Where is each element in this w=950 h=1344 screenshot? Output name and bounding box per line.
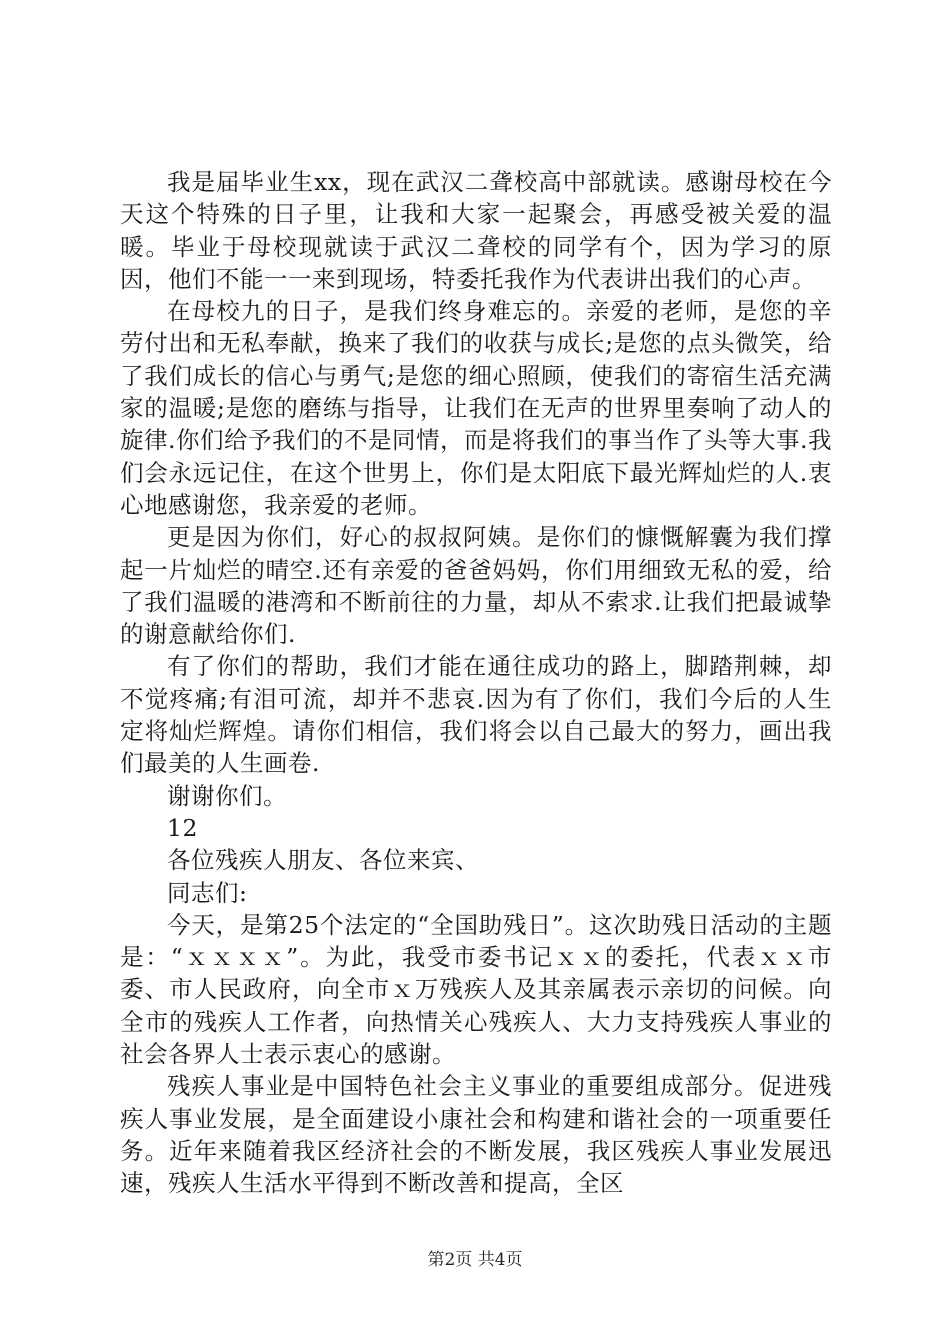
document-body bbox=[120, 166, 832, 1200]
paragraph: 更是因为你们，好心的叔叔阿姨。是你们的慷慨解囊为我们撑起一片灿烂的晴空.还有亲爱的爸爸妈妈，你们用细致无私的爱，给了我们温暖的港湾和不断前往的力量，却从不索求.让我们把最诚挚的谢意献给你们. bbox=[120, 523, 832, 649]
salutation: 同志们: bbox=[167, 878, 248, 907]
paragraph: 在母校九的日子，是我们终身难忘的。亲爱的老师，是您的辛劳付出和无私奉献，换来了我们的收获与成长;是您的点头微笑，给了我们成长的信心与勇气;是您的细心照顾，使我们的寄宿生活充满家的温暖;是您的磨练与指导，让我们在无声的世界里奏响了动人的旋律.你们给予我们的不是同情，而是将我们的事当作了头等大事.我们会永远记住，在这个世男上，你们是太阳底下最光辉灿烂的人.衷心地感谢您，我亲爱的老师。 bbox=[120, 297, 832, 519]
paragraph: 谢谢你们。 bbox=[167, 781, 287, 810]
paragraph: 有了你们的帮助，我们才能在通往成功的路上，脚踏荆棘，却不觉疼痛;有泪可流，却并不悲哀.因为有了你们，我们今后的人生定将灿烂辉煌。请你们相信，我们将会以自己最大的努力，画出我们最美的人生画卷. bbox=[120, 652, 832, 778]
page-footer: 第2页 共4页 bbox=[427, 1250, 523, 1270]
paragraph: 今天，是第25个法定的“全国助残日”。这次助残日活动的主题是：“ｘｘｘｘ”。为此，我受市委书记ｘｘ的委托，代表ｘｘ市委、市人民政府，向全市ｘ万残疾人及其亲属表示亲切的问候。向全市的残疾人工作者，向热情关心残疾人、大力支持残疾人事业的社会各界人士表示衷心的感谢。 bbox=[120, 910, 832, 1069]
section-number: 12 bbox=[167, 813, 198, 842]
salutation: 各位残疾人朋友、各位来宾、 bbox=[167, 846, 479, 875]
paragraph: 残疾人事业是中国特色社会主义事业的重要组成部分。促进残疾人事业发展，是全面建设小康社会和构建和谐社会的一项重要任务。近年来随着我区经济社会的不断发展，我区残疾人事业发展迅速，残疾人生活水平得到不断改善和提高，全区 bbox=[120, 1072, 832, 1198]
paragraph: 我是届毕业生xx，现在武汉二聋校高中部就读。感谢母校在今天这个特殊的日子里，让我和大家一起聚会，再感受被关爱的温暖。毕业于母校现就读于武汉二聋校的同学有个，因为学习的原因，他们不能一一来到现场，特委托我作为代表讲出我们的心声。 bbox=[120, 168, 832, 293]
